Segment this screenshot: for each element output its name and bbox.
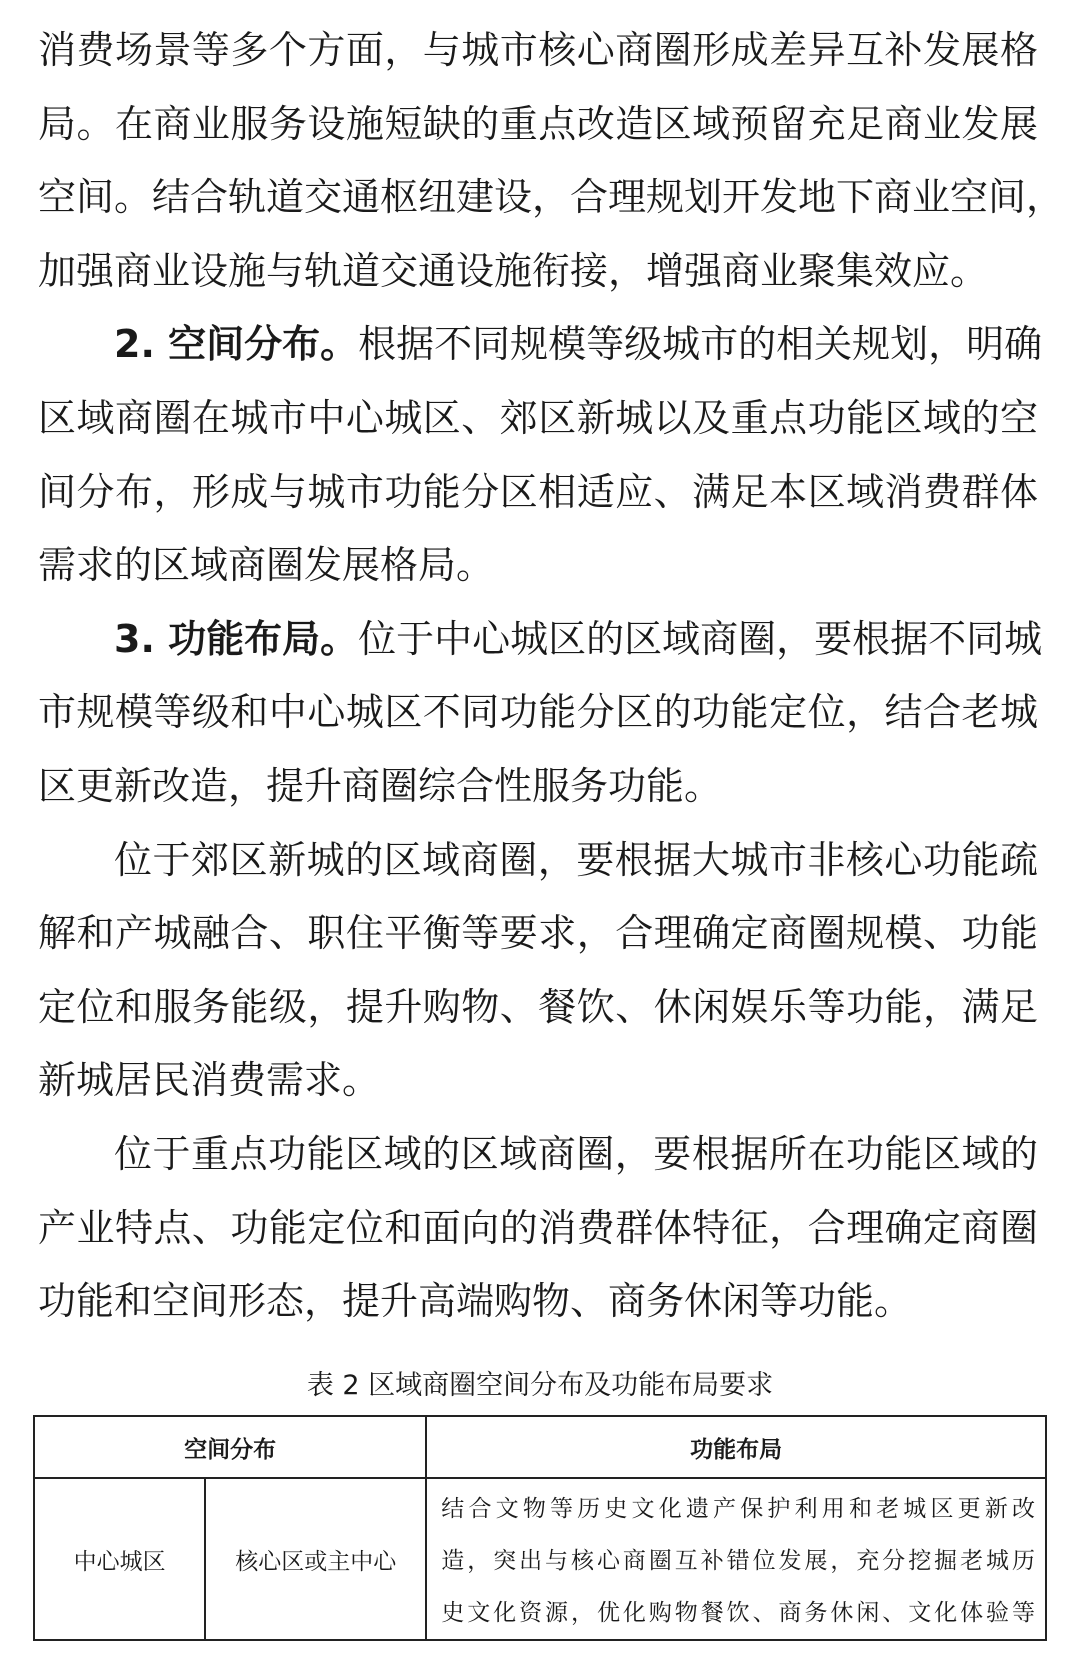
cell-function: [426, 1478, 1046, 1640]
cell-area: 中心城区: [34, 1478, 205, 1640]
section-2-heading: 2. 空间分布。: [114, 322, 359, 367]
key-area-line: 功能和空间形态，提升高端购物、商务休闲等功能。: [38, 1279, 913, 1324]
section-2-first-line: [38, 308, 1043, 382]
paragraph-line: 加强商业设施与轨道交通设施衔接，增强商业聚集效应。: [38, 248, 989, 293]
function-line: 史文化资源，优化购物餐饮、商务休闲、文化体验等: [441, 1600, 1035, 1626]
document-body: [38, 14, 1065, 1339]
function-line: 造，突出与核心商圈互补错位发展，充分挖掘老城历: [441, 1548, 1035, 1574]
table-caption: 表 2 区域商圈空间分布及功能布局要求: [306, 1370, 774, 1401]
section-2-line: 间分布，形成与城市功能分区相适应、满足本区域消费群体: [38, 469, 1038, 514]
section-3-first-line: [38, 603, 1043, 677]
header-spatial: 空间分布: [34, 1416, 426, 1478]
section-2-line: 区域商圈在城市中心城区、郊区新城以及重点功能区域的空: [38, 395, 1038, 440]
section-3-text: 位于中心城区的区域商圈，要根据不同城: [358, 616, 1043, 661]
suburb-line: 新城居民消费需求。: [38, 1058, 381, 1103]
cell-sub-area: 核心区或主中心: [205, 1478, 426, 1640]
paragraph-line: 空间。结合轨道交通枢纽建设，合理规划开发地下商业空间，: [38, 175, 1065, 220]
section-2-text: 根据不同规模等级城市的相关规划，明确: [358, 322, 1043, 367]
requirements-table: [33, 1415, 1047, 1641]
suburb-line: 解和产城融合、职住平衡等要求，合理确定商圈规模、功能: [38, 911, 1038, 956]
key-area-line: 位于重点功能区域的区域商圈，要根据所在功能区域的: [114, 1131, 1038, 1176]
section-3-heading: 3. 功能布局。: [114, 616, 359, 661]
table-row: [34, 1478, 1046, 1640]
paragraph-line: 消费场景等多个方面，与城市核心商圈形成差异互补发展格: [38, 28, 1038, 72]
section-3-line: 市规模等级和中心城区不同功能分区的功能定位，结合老城: [38, 690, 1038, 735]
paragraph-line: 局。在商业服务设施短缺的重点改造区域预留充足商业发展: [38, 101, 1038, 146]
function-line: 结合文物等历史文化遗产保护利用和老城区更新改: [441, 1496, 1035, 1522]
key-area-line: 产业特点、功能定位和面向的消费群体特征，合理确定商圈: [38, 1205, 1038, 1250]
section-2-line: 需求的区域商圈发展格局。: [38, 543, 495, 588]
suburb-line: 定位和服务能级，提升购物、餐饮、休闲娱乐等功能，满足: [38, 984, 1038, 1029]
suburb-line: 位于郊区新城的区域商圈，要根据大城市非核心功能疏: [114, 837, 1038, 882]
header-functional: 功能布局: [426, 1416, 1046, 1478]
table-header-row: [34, 1416, 1046, 1478]
section-3-line: 区更新改造，提升商圈综合性服务功能。: [38, 763, 723, 808]
